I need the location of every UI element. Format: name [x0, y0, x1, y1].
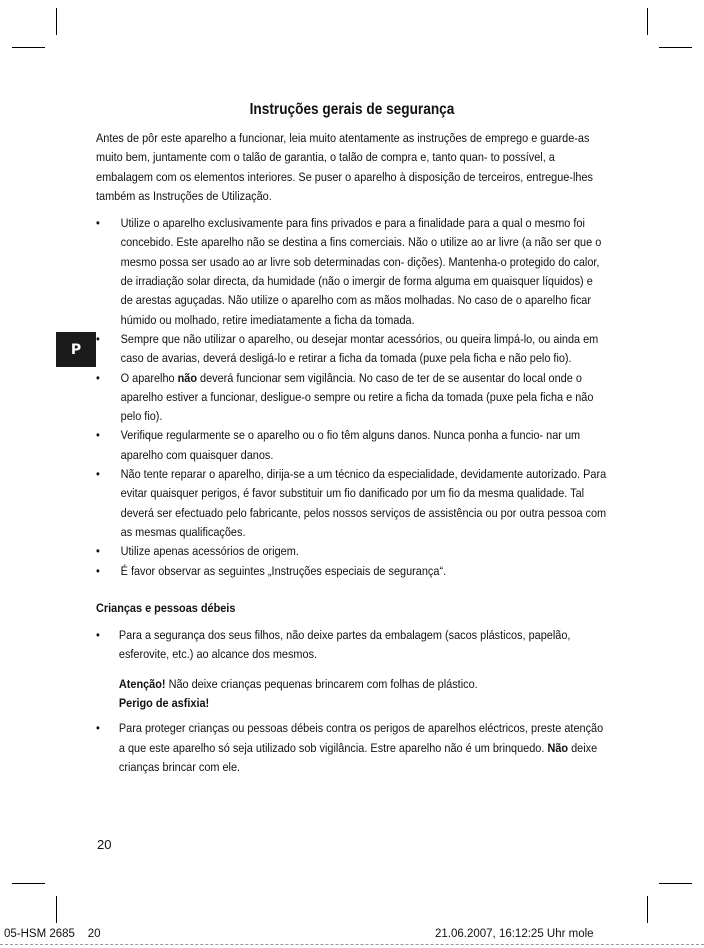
divider	[0, 944, 704, 945]
crop-mark	[647, 896, 648, 923]
list-item-text: O aparelho	[120, 370, 178, 385]
list-item-text: É favor observar as seguintes „Instruções especiais de segurança“.	[120, 563, 447, 578]
list-item	[96, 542, 606, 561]
list-item-text: deixe crianças brincar com ele.	[118, 740, 598, 774]
footer-left: 05-HSM 2685 20	[4, 928, 101, 940]
list-item	[96, 626, 606, 665]
list-item-text: Sempre que não utilizar o aparelho, ou desejar montar acessórios, ou queira limpá-lo, ou ainda em caso de avarias, deverá desligá-lo e retirar a ficha da tomada (puxe pela ficha e não pelo fio).	[120, 331, 599, 366]
list-item-text: Para a segurança dos seus filhos, não deixe partes da embalagem (sacos plásticos, papelão, esferovite, etc.) ao alcance dos mesmos.	[118, 628, 571, 662]
crop-mark	[12, 47, 45, 48]
safety-list	[96, 214, 606, 581]
list-item	[96, 214, 606, 330]
list-item	[96, 369, 606, 427]
list-item	[96, 330, 606, 369]
warning-label: Atenção!	[118, 676, 166, 691]
list-item	[96, 719, 606, 777]
danger-text: Perigo de asfixia!	[118, 696, 210, 711]
warning-block	[96, 675, 606, 714]
list-item-text: Não tente reparar o aparelho, dirija-se a um técnico da especialidade, devidamente autorizado. Para evitar quaisquer perigos, é favor substituir um fio danificado por um fio da mesma qualidade. Tal deverá ser efectuado pelo fabricante, pelos nossos serviços de assistência ou por outra pessoa com as mesmas qualificações.	[120, 467, 607, 539]
section-heading: Crianças e pessoas débeis	[96, 600, 236, 615]
children-list	[96, 626, 606, 665]
list-item	[96, 465, 606, 542]
main-content	[96, 129, 606, 777]
list-item-text: deverá funcionar sem vigilância. No caso de ter de se ausentar do local onde o aparelho estiver a funcionar, desligue-o sempre ou retire a ficha da tomada (puxe pela ficha e não pelo fio).	[120, 370, 594, 424]
crop-mark	[12, 883, 45, 884]
crop-mark	[659, 883, 692, 884]
page-number: 20	[97, 837, 112, 852]
list-item	[96, 562, 606, 581]
list-item-text: Utilize o aparelho exclusivamente para fins privados e para a finalidade para a qual o mesmo foi concebido. Este aparelho não se destina a fins comerciais. Não o utilize ao ar livre (a não ser que o mesmo possa ser usado ao ar livre sob determinadas con- dições). Mantenha-o protegido do calor, de irradiação solar directa, da humidade (não o imergir de forma alguma em quaisquer líquidos) e de arestas aguçadas. Não utilize o aparelho com as mãos molhadas. No caso de o aparelho ficar húmido ou molhado, retire imediatamente a ficha da tomada.	[120, 216, 602, 327]
emphasis-text: Não	[547, 740, 569, 755]
footer-right: 21.06.2007, 16:12:25 Uhr mole	[435, 928, 594, 940]
list-item-text: Para proteger crianças ou pessoas débeis contra os perigos de aparelhos eléctricos, preste atenção a que este aparelho só seja utilizado sob vigilância. Estre aparelho não é um brinquedo.	[118, 721, 604, 755]
crop-mark	[56, 8, 57, 35]
list-item-text: Verifique regularmente se o aparelho ou o fio têm alguns danos. Nunca ponha a funcio- nar um aparelho com quaisquer danos.	[120, 428, 581, 462]
crop-mark	[659, 47, 692, 48]
warning-text: Não deixe crianças pequenas brincarem com folhas de plástico.	[165, 676, 478, 691]
list-item	[96, 426, 606, 465]
crop-mark	[56, 896, 57, 923]
intro-paragraph: Antes de pôr este aparelho a funcionar, leia muito atentamente as instruções de emprego e guarde-as muito bem, juntamente com o talão de garantia, o talão de compra e, tanto quan- to possível, a embalagem com os elementos interiores. Se puser o aparelho à disposição de terceiros, entregue-lhes também as Instruções de Utilização.	[96, 131, 594, 203]
page-title: Instruções gerais de segurança	[249, 101, 455, 118]
language-tab: P	[56, 332, 96, 367]
crop-mark	[647, 8, 648, 35]
emphasis-text: não	[177, 370, 198, 385]
list-item-text: Utilize apenas acessórios de origem.	[120, 544, 299, 559]
children-list	[96, 719, 606, 777]
